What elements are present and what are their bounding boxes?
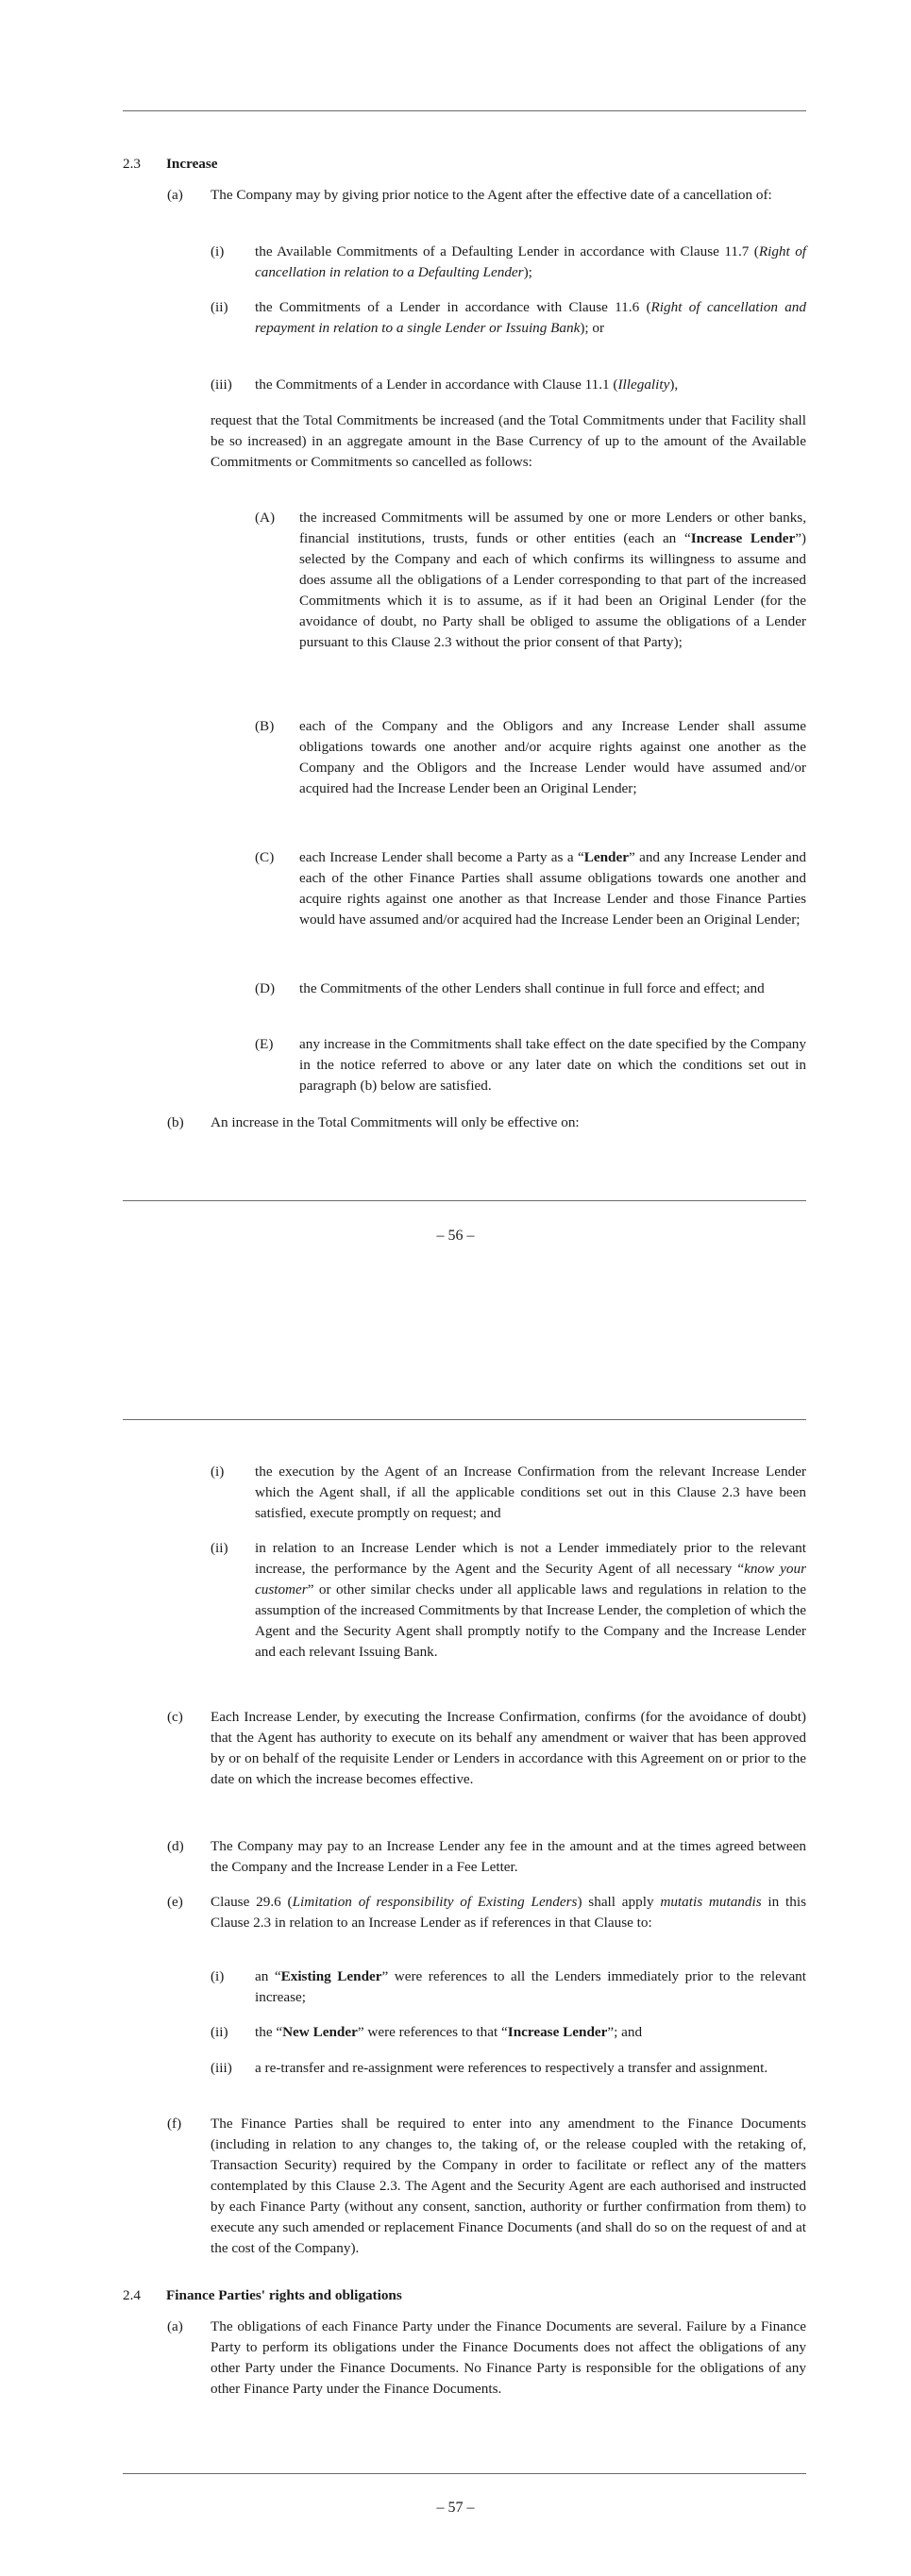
item-text: in relation to an Increase Lender which is not a Lender immediately prior to the relevant increase, the performance by the Agent and the Security Agent of all necessary “know your customer” or other similar checks under all applicable laws and regulations in relation to the assumption of the increased Commitments by that Increase Lender, the completion of which the Agent and the Security Agent shall promptly notify to the Company and the Increase Lender and each relevant Issuing Bank. [255, 1540, 806, 1660]
paragraph-text: The Finance Parties shall be required to enter into any amendment to the Finance Documents (including in relation to any changes to, the taking of, or the release coupled with the retaking of, Transaction Security) required by the Company in order to facilitate or reflect any of the matters contemplated by this Clause 2.3. The Agent and the Security Agent are each authorised and instructed by each Finance Party (without any consent, sanction, authority or further confirmation from them) to execute any such amended or replacement Finance Documents (and shall do so on the request of and at the cost of the Company). [211, 2116, 806, 2256]
item-text: any increase in the Commitments shall take effect on the date specified by the Company in the notice referred to above or any later date on which the conditions set out in paragraph (b) below are satisfied. [299, 1036, 806, 1094]
item-label: (iii) [211, 376, 232, 393]
item-label: (C) [255, 849, 275, 865]
item-text: the Commitments of the other Lenders shall continue in full force and effect; and [299, 980, 765, 996]
paragraph-label: (c) [167, 1709, 183, 1725]
section-number: 2.3 [123, 156, 141, 172]
paragraph-label: (b) [167, 1114, 184, 1130]
section-title: Increase [166, 156, 218, 172]
page-number: – 57 – [436, 2500, 475, 2516]
item-text: an “Existing Lender” were references to all the Lenders immediately prior to the relevant increase; [255, 1968, 806, 2005]
document-page-57 [0, 1387, 911, 2576]
item-text: the Commitments of a Lender in accordance with Clause 11.1 (Illegality), [255, 376, 679, 393]
item-label: (B) [255, 718, 275, 734]
item-label: (i) [211, 1464, 225, 1480]
item-text: the execution by the Agent of an Increase Confirmation from the relevant Increase Lender which the Agent shall, if all the applicable conditions set out in this Clause 2.3 have been satisfied, execute promptly on request; and [255, 1464, 806, 1521]
item-label: (iii) [211, 2060, 232, 2076]
paragraph-text: The Company may pay to an Increase Lender any fee in the amount and at the times agreed between the Company and the Increase Lender in a Fee Letter. [211, 1838, 806, 1875]
item-label: (ii) [211, 2024, 228, 2040]
paragraph-text: Clause 29.6 (Limitation of responsibility of Existing Lenders) shall apply mutatis mutandis in this Clause 2.3 in relation to an Increase Lender as if references in that Clause to: [211, 1894, 806, 1931]
item-label: (E) [255, 1036, 274, 1052]
paragraph-text: The Company may by giving prior notice to the Agent after the effective date of a cancellation of: [211, 187, 772, 203]
paragraph-text: Each Increase Lender, by executing the Increase Confirmation, confirms (for the avoidance of doubt) that the Agent has authority to execute on its behalf any amendment or waiver that has been approved by or on behalf of the requisite Lender or Lenders in accordance with this Agreement on or prior to the date on which the increase becomes effective. [211, 1709, 806, 1787]
item-label: (ii) [211, 1540, 228, 1556]
item-label: (D) [255, 980, 276, 996]
item-text: each of the Company and the Obligors and any Increase Lender shall assume obligations towards one another and/or acquire rights against one another as the Company and the Obligors and the Increase Lender would have assumed and/or acquired had the Increase Lender been an Original Lender; [299, 718, 806, 796]
header-rule [123, 1419, 806, 1420]
request-text: request that the Total Commitments be increased (and the Total Commitments under that Facility shall be so increased) in an aggregate amount in the Base Currency of up to the amount of the Available Commitments or Commitments so cancelled as follows: [211, 412, 806, 470]
item-label: (A) [255, 510, 276, 526]
paragraph-label: (a) [167, 2318, 183, 2334]
item-text: each Increase Lender shall become a Party as a “Lender” and any Increase Lender and each of the other Finance Parties shall assume obligations towards one another and acquire rights against one another as that Increase Lender and those Finance Parties would have assumed and/or acquired had the Increase Lender been an Original Lender; [299, 849, 806, 928]
section-number: 2.4 [123, 2287, 141, 2303]
paragraph-label: (f) [167, 2116, 182, 2132]
paragraph-text: An increase in the Total Commitments will only be effective on: [211, 1114, 580, 1130]
item-text: a re-transfer and re-assignment were references to respectively a transfer and assignment. [255, 2060, 768, 2076]
section-title: Finance Parties' rights and obligations [166, 2287, 402, 2303]
item-text: the Commitments of a Lender in accordance with Clause 11.6 (Right of cancellation and repayment in relation to a single Lender or Issuing Bank); or [255, 299, 806, 336]
paragraph-label: (e) [167, 1894, 183, 1910]
item-label: (i) [211, 243, 225, 259]
item-text: the Available Commitments of a Defaulting Lender in accordance with Clause 11.7 (Right of cancellation in relation to a Defaulting Lender); [255, 243, 807, 280]
paragraph-label: (a) [167, 187, 183, 203]
header-rule [123, 110, 806, 111]
item-text: the “New Lender” were references to that “Increase Lender”; and [255, 2024, 643, 2040]
footer-rule [123, 2473, 806, 2474]
item-text: the increased Commitments will be assumed by one or more Lenders or other banks, financial institutions, trusts, funds or other entities (each an “Increase Lender”) selected by the Company and each of which confirms its willingness to assume and does assume all the obligations of a Lender corresponding to that part of the increased Commitments which it is to assume, as if it had been an Original Lender (for the avoidance of doubt, no Party shall be obliged to assume the obligations of a Lender pursuant to this Clause 2.3 without the prior consent of that Party); [299, 510, 806, 650]
paragraph-label: (d) [167, 1838, 184, 1854]
page-number: – 56 – [436, 1228, 475, 1244]
item-label: (ii) [211, 299, 228, 315]
paragraph-text: The obligations of each Finance Party under the Finance Documents are several. Failure by a Finance Party to perform its obligations under the Finance Documents does not affect the obligations of any other Party under the Finance Documents. No Finance Party is responsible for the obligations of any other Finance Party under the Finance Documents. [211, 2318, 806, 2397]
item-label: (i) [211, 1968, 225, 1984]
footer-rule [123, 1200, 806, 1201]
